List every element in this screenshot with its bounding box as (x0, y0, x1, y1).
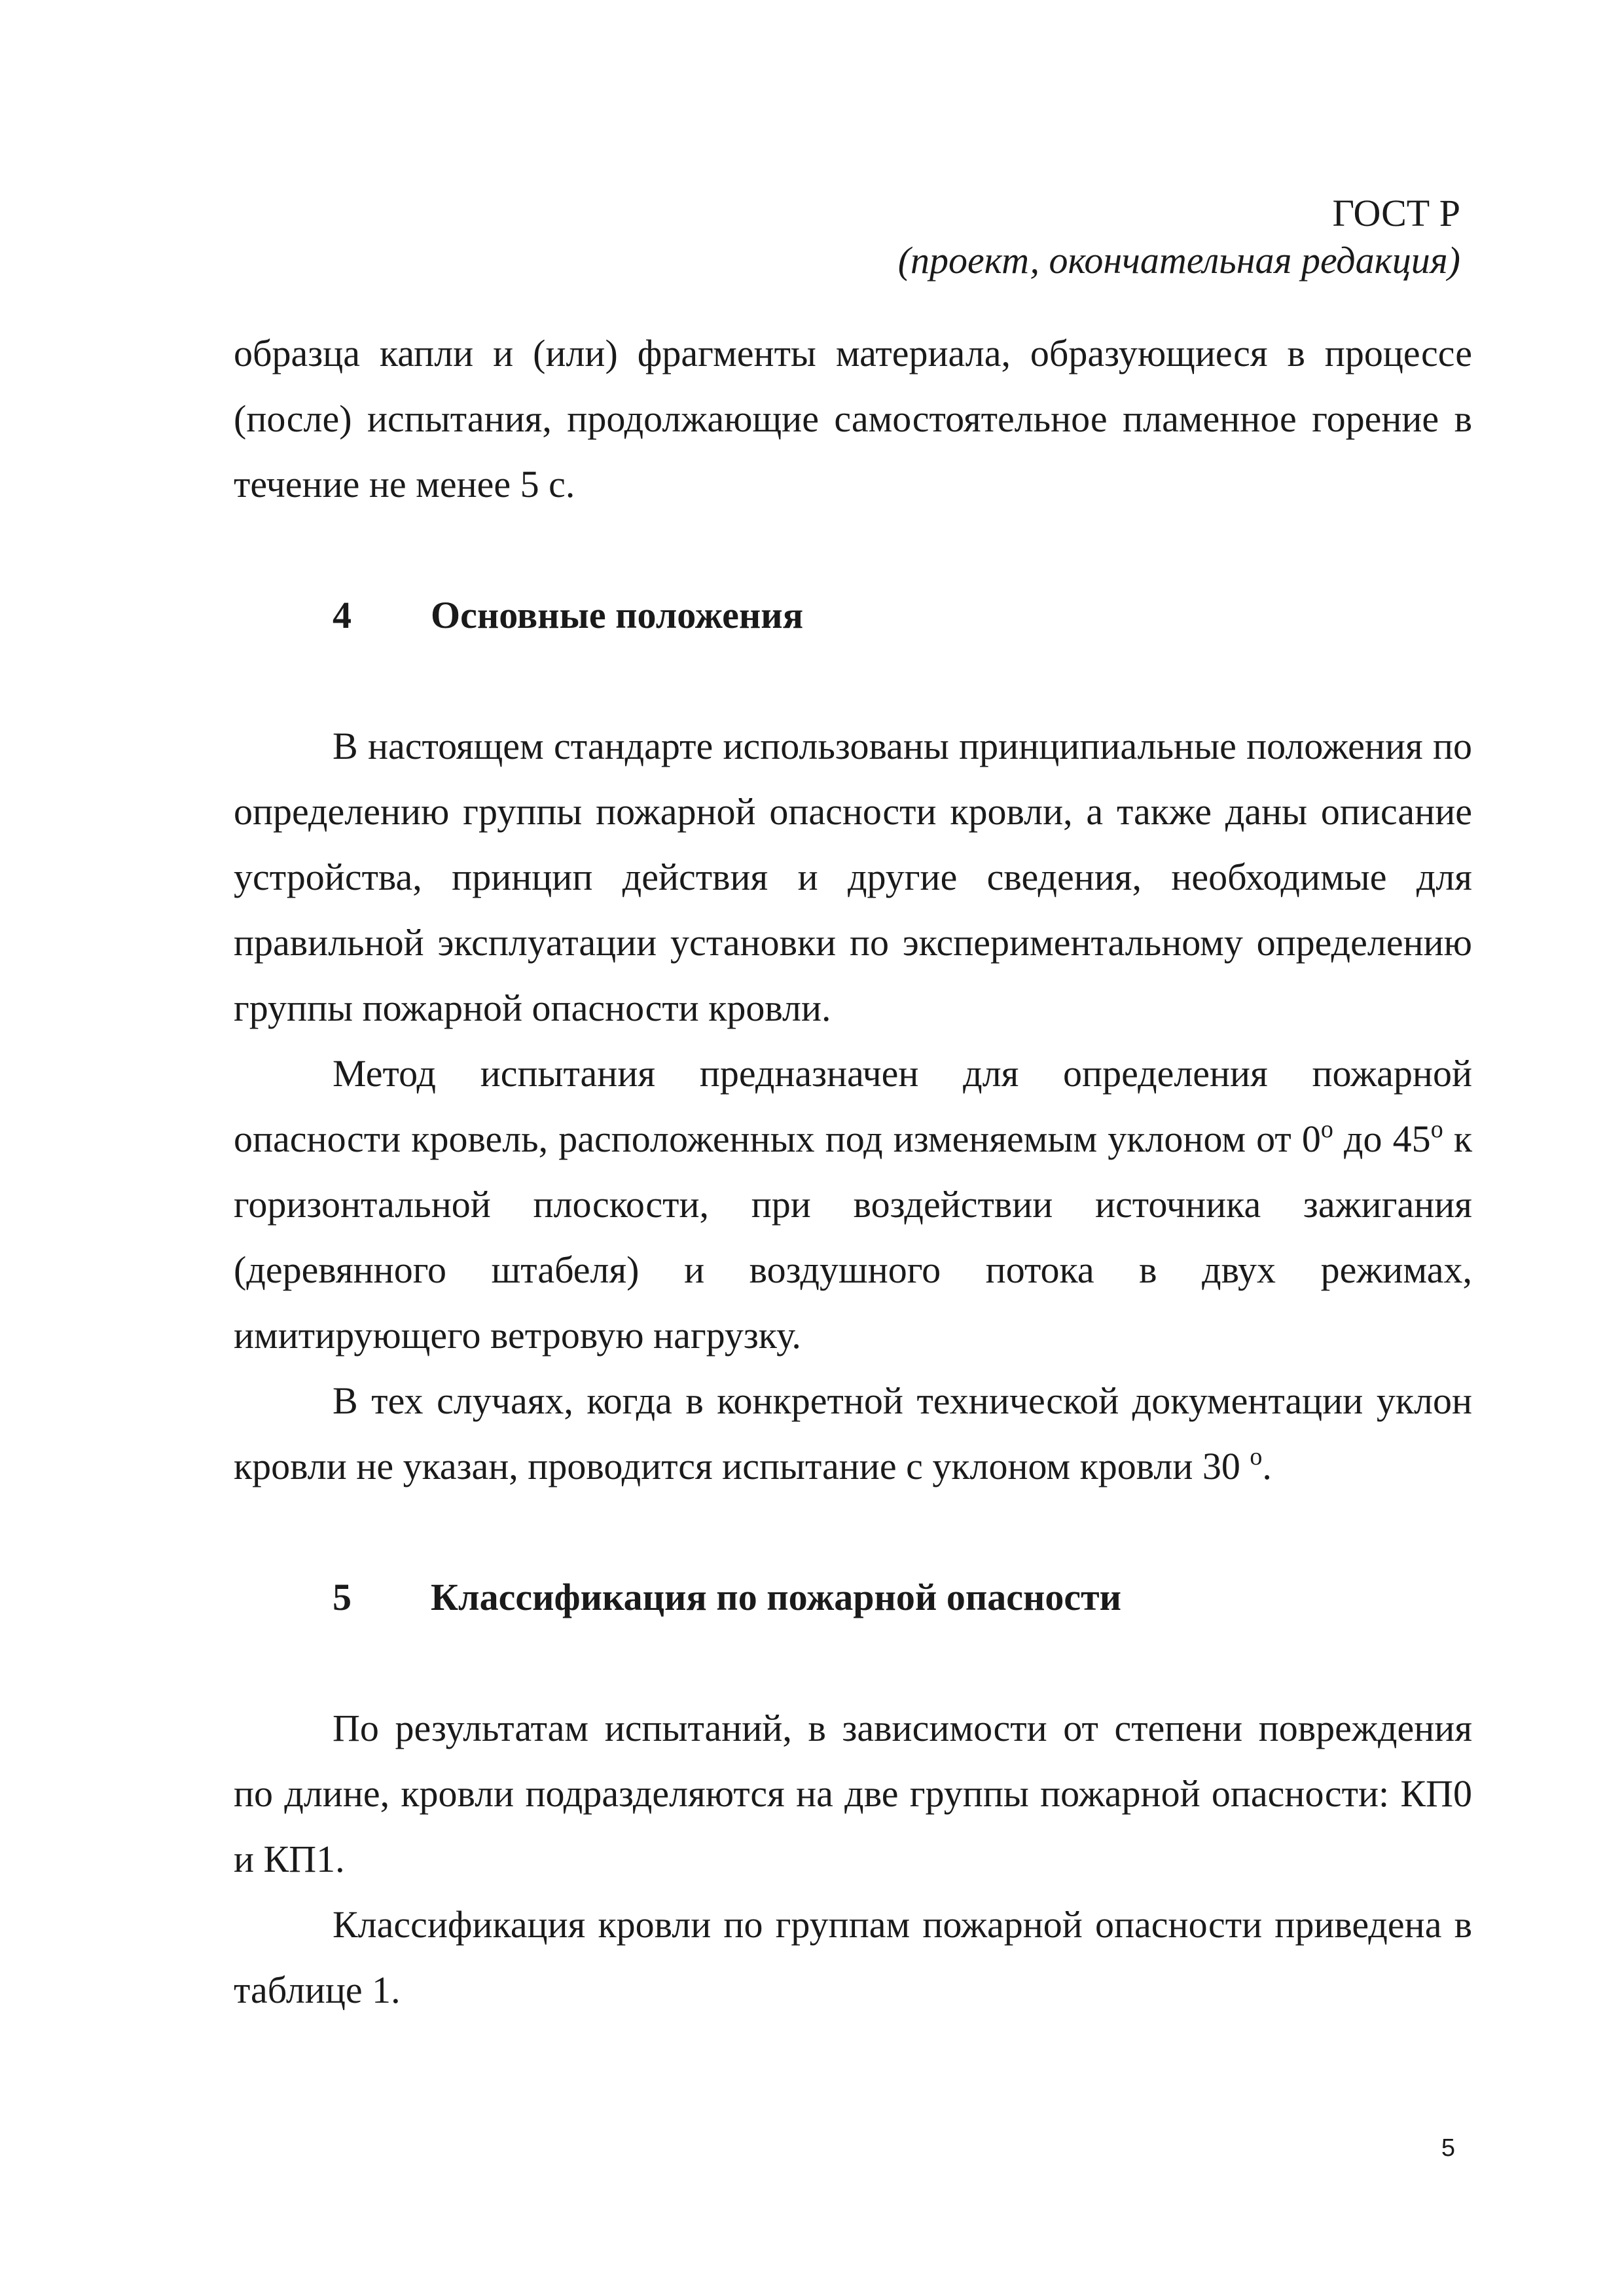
text-run: к горизонтальной плоскости, при воздействии источника зажигания (деревянного штабеля) и воздушного потока в двух режимах, имитирующего ветровую нагрузку. (234, 1118, 1472, 1357)
body-paragraph: Классификация кровли по группам пожарной опасности приведена в таблице 1. (234, 1903, 1472, 2011)
degree-mark: о (1430, 1116, 1443, 1143)
section-heading-4 (333, 583, 1472, 648)
section-title: Классификация по пожарной опасности (431, 1576, 1122, 1618)
section-title: Основные положения (431, 594, 804, 636)
page-number: 5 (1441, 2134, 1455, 2162)
page-body (234, 321, 1472, 2023)
body-paragraph-method (234, 1041, 1472, 1368)
text-run: В тех случаях, когда в конкретной технической документации уклон кровли не указан, проводится испытание с уклоном кровли 30 (234, 1379, 1472, 1487)
draft-status: (проект, окончательная редакция) (897, 239, 1460, 282)
text-run: . (1262, 1445, 1272, 1487)
section-number: 5 (333, 1576, 352, 1618)
body-paragraph: По результатам испытаний, в зависимости от степени повреждения по длине, кровли подразделяются на две группы пожарной опасности: КП0 и КП1. (234, 1707, 1472, 1880)
standard-title: ГОСТ Р (1332, 192, 1460, 234)
degree-mark: о (1320, 1116, 1333, 1143)
body-paragraph-slope (234, 1368, 1472, 1499)
page-header (898, 190, 1460, 284)
continuation-paragraph: образца капли и (или) фрагменты материала, образующиеся в процессе (после) испытания, продолжающие самостоятельное пламенное горение в течение не менее 5 с. (234, 332, 1472, 505)
text-run: Метод испытания предназначен для определения пожарной опасности кровель, расположенных под изменяемым уклоном от 0 (234, 1052, 1472, 1160)
degree-mark: о (1250, 1443, 1263, 1470)
body-paragraph: В настоящем стандарте использованы принципиальные положения по определению группы пожарной опасности кровли, а также даны описание устройства, принцип действия и другие сведения, необходимые для правильной эксплуатации установки по экспериментальному определению группы пожарной опасности кровли. (234, 725, 1472, 1029)
text-run: до 45 (1333, 1118, 1431, 1160)
section-heading-5 (333, 1565, 1472, 1630)
section-number: 4 (333, 594, 352, 636)
